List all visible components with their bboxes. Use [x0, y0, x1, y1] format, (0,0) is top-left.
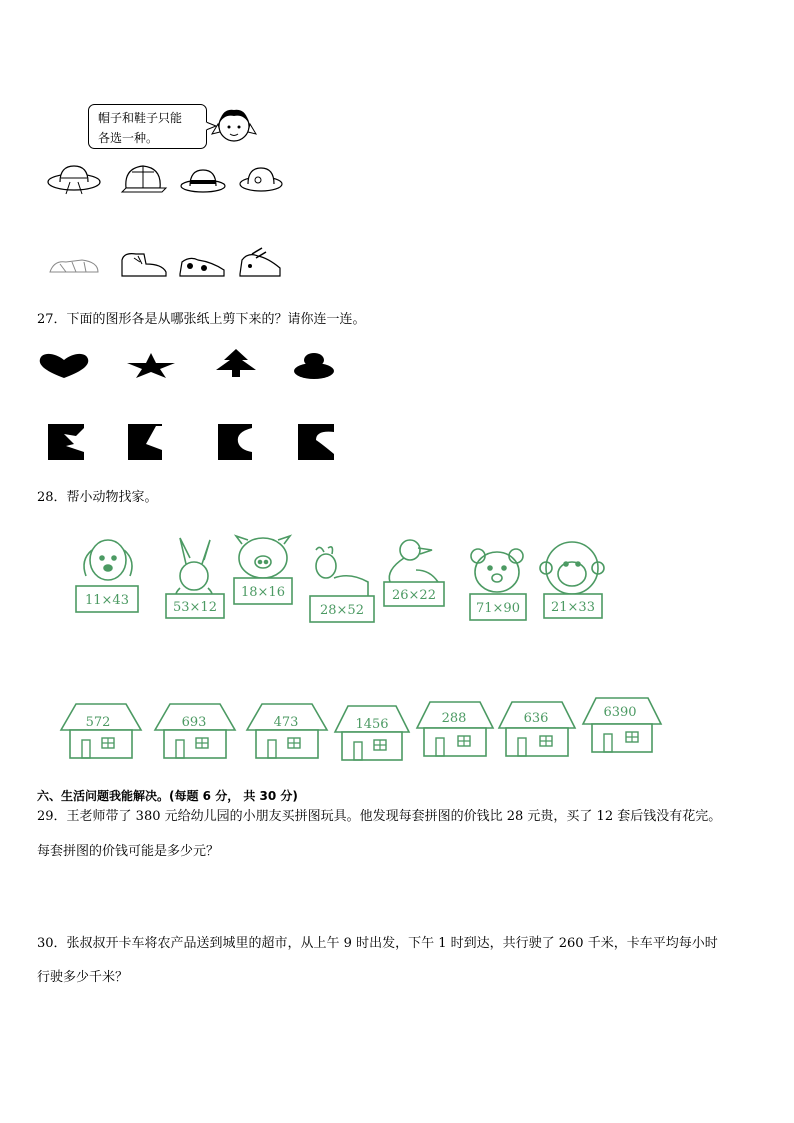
paper-c-icon: [218, 424, 252, 460]
q27-text: 27．下面的图形各是从哪张纸上剪下来的？请你连一连。: [37, 312, 366, 327]
sandal-icon: [46, 252, 102, 280]
star-shape-icon: [126, 352, 176, 378]
q30-line-2: 行驶多少千米？: [37, 970, 129, 985]
animal-expr-3: 18×16: [241, 585, 285, 600]
house-number-6: 636: [523, 711, 549, 726]
house-number-2: 693: [181, 715, 207, 730]
house-number-4: 1456: [355, 717, 389, 732]
q29-line-2: 每套拼图的价钱可能是多少元？: [37, 844, 220, 859]
section-6-title: 六、生活问题我能解决。(每题 6 分， 共 30 分): [37, 789, 298, 803]
sun-hat-icon: [44, 160, 104, 200]
animal-expr-7: 21×33: [551, 600, 595, 615]
paper-a-icon: [48, 424, 84, 460]
house-4: [334, 704, 410, 762]
duck-icon: [380, 536, 448, 610]
house-3: [246, 702, 328, 760]
goat-icon: [306, 544, 378, 626]
boot-icon: [116, 246, 172, 280]
house-number-1: 572: [85, 715, 111, 730]
heart-shape-icon: [38, 352, 90, 380]
animal-expr-5: 26×22: [392, 588, 436, 603]
house-number-5: 288: [441, 711, 467, 726]
animal-expr-2: 53×12: [173, 600, 217, 615]
monkey-icon: [538, 540, 608, 620]
house-2: [154, 702, 236, 760]
house-7: [582, 696, 662, 754]
rabbit-icon: [164, 536, 226, 620]
house-number-3: 473: [273, 715, 299, 730]
q28-text: 28．帮小动物找家。: [37, 490, 158, 505]
house-number-7: 6390: [603, 705, 637, 720]
q29-line-1: 29．王老师带了 380 元给幼儿园的小朋友买拼图玩具。他发现每套拼图的价钱比 28 元贵，买了 12 套后钱没有花完。: [37, 809, 722, 824]
animal-expr-1: 11×43: [85, 593, 129, 608]
dog-icon: [74, 536, 140, 616]
hiking-shoe-icon: [236, 246, 284, 280]
bear-icon: [466, 546, 530, 624]
girl-icon: [210, 100, 256, 150]
tree-shape-icon: [210, 348, 262, 378]
speech-line-1: 帽子和鞋子只能: [98, 111, 183, 125]
cap-icon: [118, 160, 168, 200]
q30-line-1: 30．张叔叔开卡车将农产品送到城里的超市，从上午 9 时出发，下午 1 时到达，共行驶了 260 千米，卡车平均每小时: [37, 936, 718, 951]
speech-line-2: 各选一种。: [98, 131, 159, 145]
flower-hat-icon: [238, 160, 284, 196]
paper-d-icon: [298, 424, 334, 460]
fedora-icon: [178, 162, 228, 196]
sneaker-icon: [176, 248, 228, 280]
house-6: [498, 700, 576, 758]
pig-icon: [232, 534, 294, 608]
speech-text: [98, 108, 182, 148]
animal-expr-4: 28×52: [320, 603, 364, 618]
house-1: [60, 702, 142, 760]
animal-expr-6: 71×90: [476, 601, 520, 616]
paper-b-icon: [128, 424, 162, 460]
stacked-oval-shape-icon: [292, 352, 336, 380]
house-5: [416, 700, 494, 758]
